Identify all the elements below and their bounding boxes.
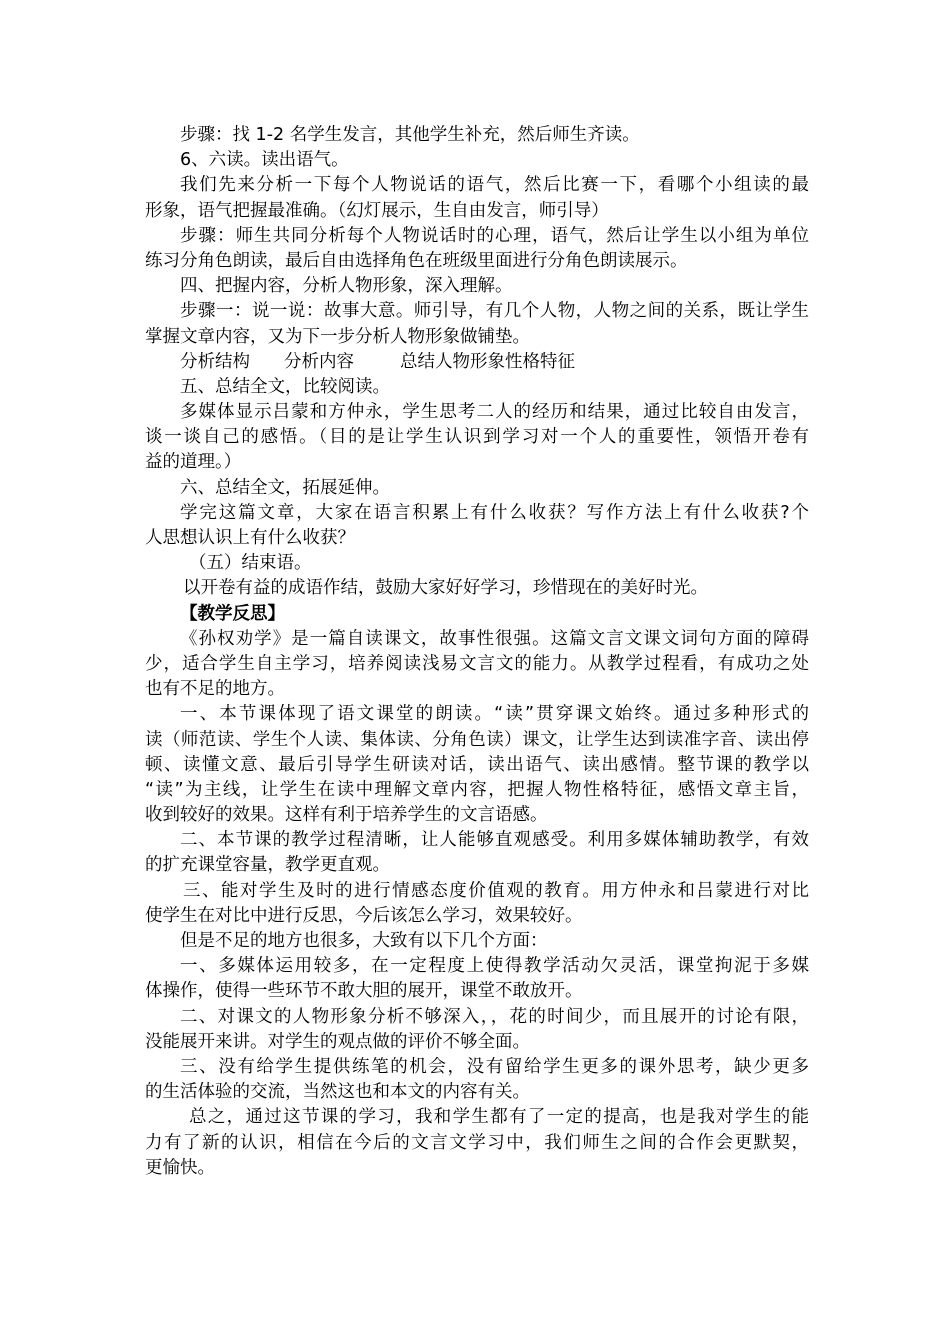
paragraph-line: 学完这篇文章，大家在语言积累上有什么收获？写作方法上有什么收获?个 [180,502,809,523]
section-heading: 四、把握内容，分析人物形象，深入理解。 [180,276,513,297]
paragraph-line: 也有不足的地方。 [145,679,285,700]
paragraph-line: 三、没有给学生提供练笔的机会，没有留给学生更多的课外思考，缺少更多 [180,1056,809,1077]
paragraph-line: 少，适合学生自主学习，培养阅读浅易文言文的能力。从教学过程看，有成功之处 [145,653,809,674]
paragraph-line: 力有了新的认识，相信在今后的文言文学习中，我们师生之间的合作会更默契， [145,1132,809,1153]
document-page [145,123,809,1181]
paragraph-line: 更愉快。 [145,1157,215,1178]
paragraph-line: 多媒体显示吕蒙和方仲永，学生思考二人的经历和结果，通过比较自由发言， [180,402,809,423]
paragraph-line: 使学生在对比中进行反思，今后该怎么学习，效果较好。 [145,905,583,926]
section-heading: 五、总结全文，比较阅读。 [180,376,390,397]
paragraph-line: 人思想认识上有什么收获？ [145,528,355,548]
paragraph-line: 形象，语气把握最准确。（幻灯展示，生自由发言，师引导） [145,200,609,221]
reflection-heading: 【教学反思】 [180,603,285,624]
structure-item: 总结人物形象性格特征 [400,351,575,372]
paragraph-line: 体操作，使得一些环节不敢大胆的展开，课堂不敢放开。 [145,981,583,1002]
paragraph-line: 的扩充课堂容量，教学更直观。 [145,855,390,876]
structure-item: 分析内容 [284,351,354,372]
paragraph-line: 二、对课文的人物形象分析不够深入，，花的时间少，而且展开的讨论有限， [180,1006,809,1027]
paragraph-line: 我们先来分析一下每个人物说话的语气，然后比赛一下，看哪个小组读的最 [180,175,809,196]
structure-row [145,350,809,375]
paragraph-line: 但是不足的地方也很多，大致有以下几个方面： [180,931,548,951]
structure-item: 分析结构 [180,351,250,372]
paragraph-line: 一、多媒体运用较多，在一定程度上使得教学活动欠灵活，课堂拘泥于多媒 [180,956,809,977]
paragraph-line: 三、能对学生及时的进行情感态度价值观的教育。用方仲永和吕蒙进行对比 [183,880,809,901]
paragraph-line: 步骤一：说一说：故事大意。师引导，有几个人物，人物之间的关系，既让学生 [180,301,809,322]
paragraph-line: 没能展开来讲。对学生的观点做的评价不够全面。 [145,1031,530,1052]
section-heading: 6、六读。读出语气。 [180,150,349,171]
paragraph-line: 读（师范读、学生个人读、集体读、分角色读）课文，让学生达到读准字音、读出停 [145,729,809,750]
paragraph-line: 步骤：师生共同分析每个人物说话时的心理，语气，然后让学生以小组为单位 [180,225,809,246]
section-heading: 六、总结全文，拓展延伸。 [180,477,390,498]
paragraph-line: 总之，通过这节课的学习，我和学生都有了一定的提高，也是我对学生的能 [189,1107,809,1128]
paragraph-line: 一、本节课体现了语文课堂的朗读。“读”贯穿课文始终。通过多种形式的 [180,704,809,725]
paragraph-line: 顿、读懂文意、最后引导学生研读对话，读出语气、读出感情。整节课的教学以 [145,754,809,775]
paragraph-line: 的生活体验的交流，当然这也和本文的内容有关。 [145,1082,530,1103]
paragraph-line: 二、本节课的教学过程清晰，让人能够直观感受。利用多媒体辅助教学，有效 [180,830,809,851]
paragraph-line: 收到较好的效果。这样有利于培养学生的文言语感。 [145,805,548,826]
section-heading: （五）结束语。 [189,553,312,574]
paragraph-line: 谈一谈自己的感悟。（目的是让学生认识到学习对一个人的重要性，领悟开卷有 [145,427,809,448]
paragraph-line: 练习分角色朗读，最后自由选择角色在班级里面进行分角色朗读展示。 [145,250,688,271]
paragraph-line: 步骤：找 1-2 名学生发言，其他学生补充，然后师生齐读。 [180,125,640,145]
paragraph-line: “读”为主线，让学生在读中理解文章内容，把握人物性格特征，感悟文章主旨， [145,779,809,800]
paragraph-line: 掌握文章内容，又为下一步分析人物形象做铺垫。 [145,326,530,347]
paragraph-line: 益的道理。） [145,452,242,473]
paragraph-line: 以开卷有益的成语作结，鼓励大家好好学习，珍惜现在的美好时光。 [183,578,708,599]
paragraph-line: 《孙权劝学》是一篇自读课文，故事性很强。这篇文言文课文词句方面的障碍 [180,628,809,649]
